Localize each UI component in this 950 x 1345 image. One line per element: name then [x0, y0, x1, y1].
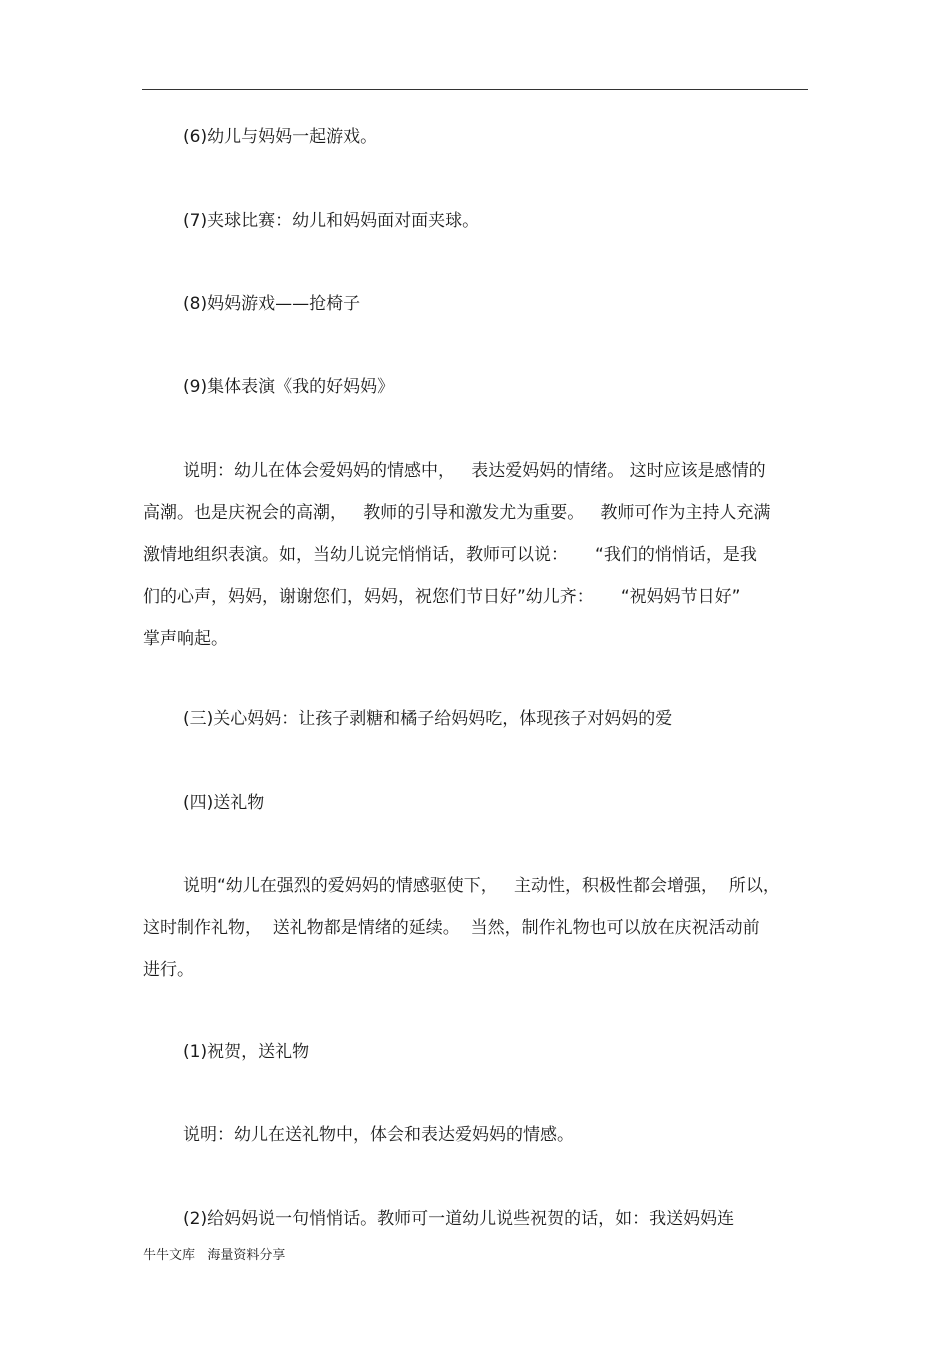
text-line: 说明“幼儿在强烈的爱妈妈的情感驱使下， 主动性，积极性都会增强， 所以， — [183, 876, 780, 896]
paragraph-note-2 — [143, 865, 803, 991]
paragraph-note-1 — [143, 450, 803, 660]
header-rule — [142, 89, 808, 90]
item-2: (2)给妈妈说一句悄悄话。教师可一道幼儿说些祝贺的话，如：我送妈妈连 — [183, 1209, 735, 1229]
text-line: 高潮。也是庆祝会的高潮， 教师的引导和激发尤为重要。 教师可作为主持人充满 — [143, 503, 771, 523]
item-7: (7)夹球比赛：幼儿和妈妈面对面夹球。 — [183, 211, 480, 231]
item-6: (6)幼儿与妈妈一起游戏。 — [183, 127, 378, 147]
item-1: (1)祝贺，送礼物 — [183, 1042, 310, 1062]
item-9: (9)集体表演《我的好妈妈》 — [183, 377, 395, 397]
text-line: 进行。 — [143, 960, 194, 980]
text-line: 激情地组织表演。如，当幼儿说完悄悄话，教师可以说： “我们的悄悄话，是我 — [143, 545, 757, 565]
text-line: 掌声响起。 — [143, 629, 228, 649]
text-line: 这时制作礼物， 送礼物都是情绪的延续。 当然，制作礼物也可以放在庆祝活动前 — [143, 918, 760, 938]
section-3: (三)关心妈妈：让孩子剥糖和橘子给妈妈吃，体现孩子对妈妈的爱 — [183, 709, 673, 729]
text-line: 说明：幼儿在体会爱妈妈的情感中， 表达爱妈妈的情绪。 这时应该是感情的 — [183, 461, 766, 481]
text-line: 们的心声，妈妈，谢谢您们，妈妈，祝您们节日好”幼儿齐： “祝妈妈节日好” — [143, 587, 741, 607]
item-8: (8)妈妈游戏——抢椅子 — [183, 294, 361, 314]
section-4: (四)送礼物 — [183, 793, 265, 813]
footer-text: 牛牛文库 海量资料分享 — [143, 1248, 286, 1263]
note-3: 说明：幼儿在送礼物中，体会和表达爱妈妈的情感。 — [183, 1125, 574, 1145]
